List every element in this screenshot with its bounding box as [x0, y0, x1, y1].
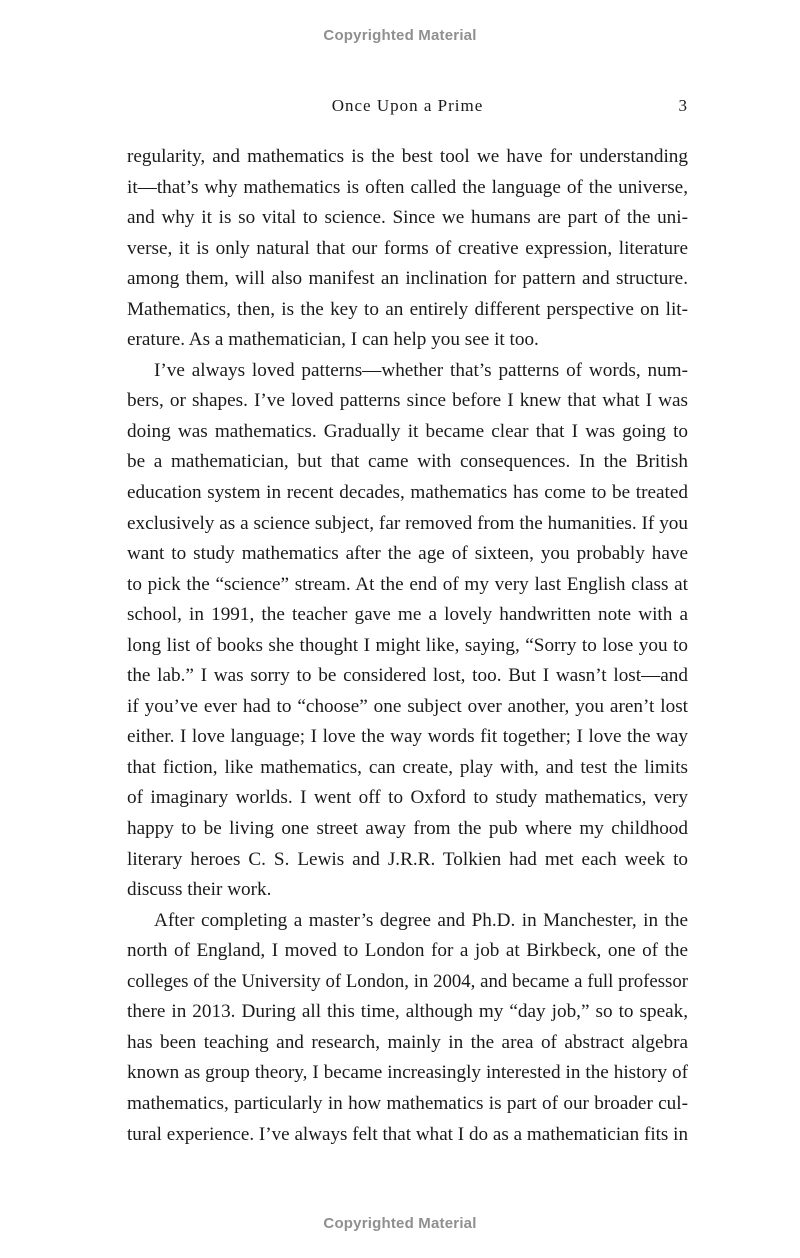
running-title: Once Upon a Prime — [331, 96, 484, 115]
text-line: if you’ve ever had to “choose” one subject over another, you aren’t lost — [127, 695, 688, 717]
text-line: regularity, and mathematics is the best tool we have for understanding — [127, 146, 688, 167]
text-line: of imaginary worlds. I went off to Oxford to study mathematics, very — [127, 787, 688, 809]
text-line: and why it is so vital to science. Since we humans are part of the uni- — [127, 207, 688, 229]
text-line: the lab.” I was sorry to be considered lost, too. But I wasn’t lost—and — [127, 665, 688, 687]
text-line: it—that’s why mathematics is often called the language of the universe, — [127, 176, 688, 198]
text-line: either. I love language; I love the way words fit together; I love the way — [127, 726, 688, 748]
running-head — [127, 96, 688, 120]
text-line: happy to be living one street away from the pub where my childhood — [127, 818, 688, 840]
text-line: school, in 1991, the teacher gave me a lovely handwritten note with a — [127, 604, 688, 626]
text-line: known as group theory, I became increasingly interested in the history of — [127, 1062, 688, 1084]
text-line: exclusively as a science subject, far removed from the humanities. If you — [127, 512, 688, 534]
text-line: mathematics, particularly in how mathematics is part of our broader cul- — [127, 1092, 688, 1114]
text-line: Mathematics, then, is the key to an entirely different perspective on lit- — [127, 298, 688, 320]
page-number: 3 — [678, 96, 688, 115]
text-line: erature. As a mathematician, I can help you see it too. — [127, 329, 539, 351]
paragraph-3 — [127, 906, 688, 1150]
text-line: verse, it is only natural that our forms of creative expression, literature — [127, 237, 688, 259]
text-line: I’ve always loved patterns—whether that’s patterns of words, num- — [154, 359, 688, 381]
text-line: that fiction, like mathematics, can create, play with, and test the limits — [127, 756, 688, 778]
text-line: tural experience. I’ve always felt that what I do as a mathematician fits in — [127, 1123, 688, 1145]
text-line: bers, or shapes. I’ve loved patterns since before I knew that what I was — [127, 390, 688, 412]
body-text — [127, 142, 688, 1150]
text-line: be a mathematician, but that came with consequences. In the British — [127, 451, 688, 473]
text-line: there in 2013. During all this time, although my “day job,” so to speak, — [127, 1001, 688, 1023]
paragraph-2 — [127, 356, 688, 906]
text-line: among them, will also manifest an inclination for pattern and structure. — [127, 268, 688, 290]
text-line: north of England, I moved to London for a job at Birkbeck, one of the — [127, 940, 688, 962]
text-line: education system in recent decades, mathematics has come to be treated — [127, 482, 688, 504]
text-line: has been teaching and research, mainly in the area of abstract algebra — [127, 1031, 688, 1053]
text-line: long list of books she thought I might like, saying, “Sorry to lose you to — [127, 634, 688, 656]
paragraph-1 — [127, 142, 688, 356]
copyright-watermark-bottom: Copyrighted Material — [323, 1215, 477, 1232]
text-line: literary heroes C. S. Lewis and J.R.R. Tolkien had met each week to — [127, 848, 688, 870]
copyright-watermark-top: Copyrighted Material — [323, 27, 477, 44]
text-line: colleges of the University of London, in 2004, and became a full professor — [127, 970, 688, 992]
text-line: discuss their work. — [127, 879, 272, 901]
text-line: to pick the “science” stream. At the end of my very last English class at — [127, 573, 688, 595]
text-line: want to study mathematics after the age of sixteen, you probably have — [127, 543, 688, 565]
text-line: After completing a master’s degree and Ph.D. in Manchester, in the — [154, 909, 688, 931]
text-line: doing was mathematics. Gradually it became clear that I was going to — [127, 420, 688, 442]
